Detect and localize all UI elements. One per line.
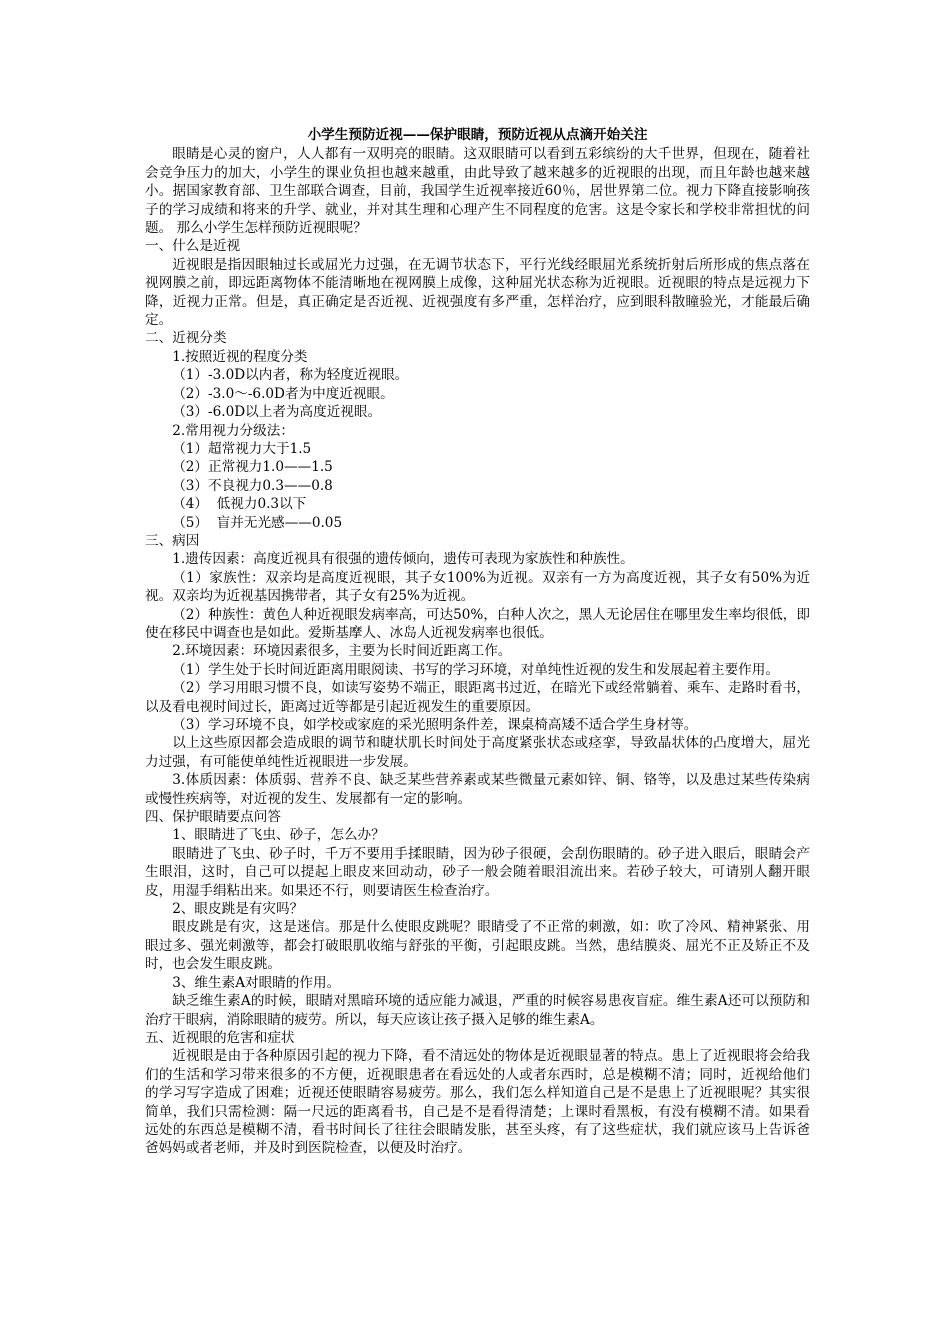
question: 2、眼皮跳是有灾吗？ bbox=[172, 901, 304, 918]
definition-paragraph: 近视眼是指因眼轴过长或屈光力过强，在无调节状态下，平行光线经眼屈光系统折射后所形成的焦点落在视网膜之前，即远距离物体不能清晰地在视网膜上成像，这种屈光状态称为近视眼。近视眼的特点是远视力下降，近视力正常。但是，真正确定是否近视、近视强度有多严重，怎样治疗，应到眼科散瞳验光，才能最后确定。 bbox=[145, 256, 810, 329]
classification-by-degree-heading: 1.按照近视的程度分类 bbox=[172, 348, 308, 365]
answer: 缺乏维生素A的时候，眼睛对黑暗环境的适应能力减退，严重的时候容易患夜盲症。维生素A还可以预防和治疗干眼病，消除眼睛的疲劳。所以，每天应该让孩子摄入足够的维生素A。 bbox=[145, 993, 810, 1028]
cause-environment: 2.环境因素：环境因素很多，主要为长时间近距离工作。 bbox=[172, 643, 512, 660]
document-title: 小学生预防近视——保护眼睛，预防近视从点滴开始关注 bbox=[307, 127, 648, 143]
answer: 眼睛进了飞虫、砂子时，千万不要用手揉眼睛，因为砂子很硬，会刮伤眼睛的。砂子进入眼后，眼睛会产生眼泪，这时，自己可以提起上眼皮来回动动，砂子一般会随着眼泪流出来。若砂子较大，可请别人翻开眼皮，用湿手绢粘出来。如果还不行，则要请医生检查治疗。 bbox=[145, 845, 810, 899]
vision-grading-heading: 2.常用视力分级法： bbox=[172, 422, 294, 439]
section-heading-classification: 二、近视分类 bbox=[145, 330, 227, 347]
section-heading-qa: 四、保护眼睛要点问答 bbox=[145, 809, 281, 826]
grade-item: （5） 盲并无光感——0.05 bbox=[172, 514, 343, 531]
grade-item: （4） 低视力0.3以下 bbox=[172, 496, 307, 513]
degree-item: （3）-6.0D以上者为高度近视眼。 bbox=[172, 404, 382, 421]
cause-genetic-race: （2）种族性：黄色人种近视眼发病率高，可达50%，白种人次之，黑人无论居住在哪里发生率均很低，即使在移民中调查也是如此。爱斯基摩人、冰岛人近视发病率也很低。 bbox=[145, 606, 810, 641]
cause-environment-item: （2）学习用眼习惯不良，如读写姿势不端正，眼距离书过近，在暗光下或经常躺着、乘车、走路时看书，以及看电视时间过长，距离过近等都是引起近视发生的重要原因。 bbox=[145, 680, 810, 715]
section-heading-what-is-myopia: 一、什么是近视 bbox=[145, 238, 241, 255]
grade-item: （2）正常视力1.0——1.5 bbox=[172, 459, 333, 476]
intro-paragraph: 眼睛是心灵的窗户，人人都有一双明亮的眼睛。这双眼睛可以看到五彩缤纷的大千世界，但现在，随着社会竞争压力的加大，小学生的课业负担也越来越重，由此导致了越来越多的近视眼的出现，而且年龄也越来越小。据国家教育部、卫生部联合调查，目前，我国学生近视率接近60％，居世界第二位。视力下降直接影响孩子的学习成绩和将来的升学、就业，并对其生理和心理产生不同程度的危害。这是令家长和学校非常担忧的问题。 那么小学生怎样预防近视眼呢？ bbox=[145, 146, 810, 237]
cause-genetic-family: （1）家族性：双亲均是高度近视眼，其子女100%为近视。双亲有一方为高度近视，其子女有50%为近视。双亲均为近视基因携带者，其子女有25%为近视。 bbox=[145, 569, 810, 605]
section-heading-harm-symptoms: 五、近视眼的危害和症状 bbox=[145, 1029, 295, 1046]
question: 1、眼睛进了飞虫、砂子，怎么办？ bbox=[172, 827, 385, 844]
cause-summary: 以上这些原因都会造成眼的调节和睫状肌长时间处于高度紧张状态或痉挛，导致晶状体的凸度增大，屈光力过强，有可能使单纯性近视眼进一步发展。 bbox=[145, 735, 810, 770]
cause-genetic: 1.遗传因素：高度近视具有很强的遗传倾向，遗传可表现为家族性和种族性。 bbox=[172, 551, 634, 568]
document-page bbox=[145, 126, 810, 1158]
section-heading-causes: 三、病因 bbox=[145, 532, 200, 549]
degree-item: （2）-3.0～-6.0D者为中度近视眼。 bbox=[172, 385, 394, 402]
cause-environment-item: （3）学习环境不良，如学校或家庭的采光照明条件差，课桌椅高矮不适合学生身材等。 bbox=[172, 717, 698, 733]
grade-item: （3）不良视力0.3——0.8 bbox=[172, 477, 333, 494]
grade-item: （1）超常视力大于1.5 bbox=[172, 440, 312, 457]
harm-symptoms-paragraph: 近视眼是由于各种原因引起的视力下降，看不清远处的物体是近视眼显著的特点。患上了近视眼将会给我们的生活和学习带来很多的不方便，近视眼患者在看远处的人或者东西时，总是模糊不清；同时，近视给他们的学习写字造成了困难；近视还使眼睛容易疲劳。那么，我们怎么样知道自己是不是患上了近视眼呢？其实很简单，我们只需检测：隔一尺远的距离看书，自己是不是看得清楚；上课时看黑板，有没有模糊不清。如果看远处的东西总是模糊不清，看书时间长了往往会眼睛发胀，甚至头疼，有了这些症状，我们就应该马上告诉爸爸妈妈或者老师，并及时到医院检查，以便及时治疗。 bbox=[145, 1048, 810, 1157]
cause-environment-item: （1）学生处于长时间近距离用眼阅读、书写的学习环境，对单纯性近视的发生和发展起着主要作用。 bbox=[172, 661, 779, 678]
degree-item: （1）-3.0D以内者，称为轻度近视眼。 bbox=[172, 367, 409, 384]
cause-constitution: 3.体质因素：体质弱、营养不良、缺乏某些营养素或某些微量元素如锌、铜、铬等，以及患过某些传染病或慢性疾病等，对近视的发生、发展都有一定的影响。 bbox=[145, 772, 810, 807]
question: 3、维生素A对眼睛的作用。 bbox=[172, 974, 341, 991]
answer: 眼皮跳是有灾，这是迷信。那是什么使眼皮跳呢？眼睛受了不正常的刺激，如：吹了冷风、精神紧张、用眼过多、强光刺激等，都会打破眼肌收缩与舒张的平衡，引起眼皮跳。当然，患结膜炎、屈光不正及矫正不及时，也会发生眼皮跳。 bbox=[145, 919, 810, 973]
